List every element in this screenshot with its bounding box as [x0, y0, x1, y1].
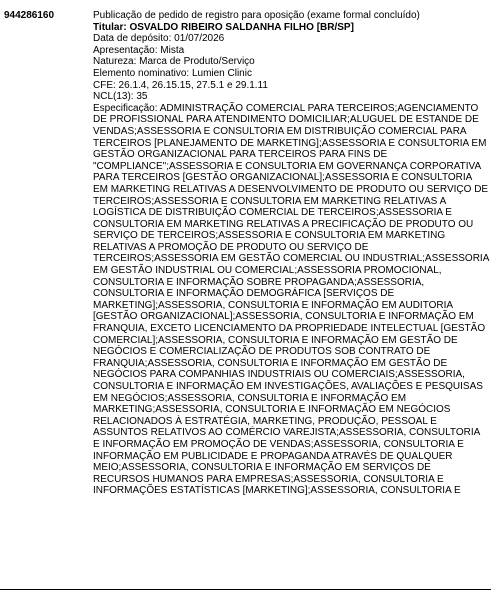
presentation: Apresentação: Mista: [93, 44, 185, 56]
titular: Titular: OSVALDO RIBEIRO SALDANHA FILHO [BR/SP]: [93, 21, 354, 33]
nature: Natureza: Marca de Produto/Serviço: [93, 56, 255, 68]
bottom-divider: [0, 589, 491, 590]
publication-type: Publicação de pedido de registro para oposição (exame formal concluído): [93, 10, 420, 21]
publication-entry: [93, 10, 489, 497]
specification: Especificação: ADMINISTRAÇÃO COMERCIAL PARA TERCEIROS;AGENCIAMENTO DE PROFISSIONAL PARA ATENDIMENTO DOMICILIAR;ALUGUEL DE ESTANDE DE VENDAS;ASSESSORIA E CONSULTORIA EM DISTRIBUIÇÃO COMERCIAL PARA TERCEIROS [PLANEJAMENTO DE MARKETING];ASSESSORIA E CONSULTORIA EM GESTÃO ORGANIZACIONAL PARA TERCEIROS PARA FINS DE "COMPLIANCE";ASSESSORIA E CONSULTORIA EM GOVERNANÇA CORPORATIVA PARA TERCEIROS [GESTÃO ORGANIZACIONAL];ASSESSORIA E CONSULTORIA EM MARKETING RELATIVAS A DESENVOLVIMENTO DE PRODUTO OU SERVIÇO DE TERCEIROS;ASSESSORIA E CONSULTORIA EM MARKETING RELATIVAS A LOGÍSTICA DE DISTRIBUIÇÃO COMERCIAL DE TERCEIROS;ASSESSORIA E CONSULTORIA EM MARKETING RELATIVAS A PRECIFICAÇÃO DE PRODUTO OU SERVIÇO DE TERCEIROS;ASSESSORIA E CONSULTORIA EM MARKETING RELATIVAS A PROMOÇÃO DE PRODUTO OU SERVIÇO DE TERCEIROS;ASSESSORIA EM GESTÃO COMERCIAL OU INDUSTRIAL;ASSESSORIA EM GESTÃO INDUSTRIAL OU COMERCIAL;ASSESSORIA PROMOCIONAL, CONSULTORIA E INFORMAÇÃO SOBRE PROPAGANDA;ASSESSORIA, CONSULTORIA E INFORMAÇÃO DEMOGRÁFICA [SERVIÇOS DE MARKETING];ASSESSORIA, CONSULTORIA E INFORMAÇÃO EM AUDITORIA [GESTÃO ORGANIZACIONAL];ASSESSORIA, CONSULTORIA E INFORMAÇÃO EM FRANQUIA, EXCETO LICENCIAMENTO DA PROPRIEDADE INTELECTUAL [GESTÃO COMERCIAL];ASSESSORIA, CONSULTORIA E INFORMAÇÃO EM GESTÃO DE NEGÓCIOS E COMERCIALIZAÇÃO DE PRODUTOS SOB CONTRATO DE FRANQUIA;ASSESSORIA, CONSULTORIA E INFORMAÇÃO EM GESTÃO DE NEGÓCIOS PARA COMPANHIAS INDUSTRIAIS OU COMERCIAIS;ASSESSORIA, CONSULTORIA E INFORMAÇÃO EM INVESTIGAÇÕES, AVALIAÇÕES E PESQUISAS EM NEGÓCIOS;ASSESSORIA, CONSULTORIA E INFORMAÇÃO EM MARKETING;ASSESSORIA, CONSULTORIA E INFORMAÇÃO EM NEGÓCIOS RELACIONADOS À ESTRATÉGIA, MARKETING, PRODUÇÃO, PESSOAL E ASSUNTOS RELATIVOS AO COMÉRCIO VAREJISTA;ASSESSORIA, CONSULTORIA E INFORMAÇÃO EM PROMOÇÃO DE VENDAS;ASSESSORIA, CONSULTORIA E INFORMAÇÃO EM PUBLICIDADE E PROPAGANDA ATRAVÉS DE QUALQUER MEIO;ASSESSORIA, CONSULTORIA E INFORMAÇÃO EM SERVIÇOS DE RECURSOS HUMANOS PARA EMPRESAS;ASSESSORIA, CONSULTORIA E INFORMAÇÕES ESTATÍSTICAS [MARKETING];ASSESSORIA, CONSULTORIA E: [93, 102, 489, 497]
filing-date: Data de depósito: 01/07/2026: [93, 33, 225, 45]
cfe-classification: CFE: 26.1.4, 26.15.15, 27.5.1 e 29.1.11: [93, 79, 268, 91]
process-number: 944286160: [4, 10, 55, 21]
nominative-element: Elemento nominativo: Lumien Clinic: [93, 67, 252, 79]
ncl-classification: NCL(13): 35: [93, 91, 148, 103]
